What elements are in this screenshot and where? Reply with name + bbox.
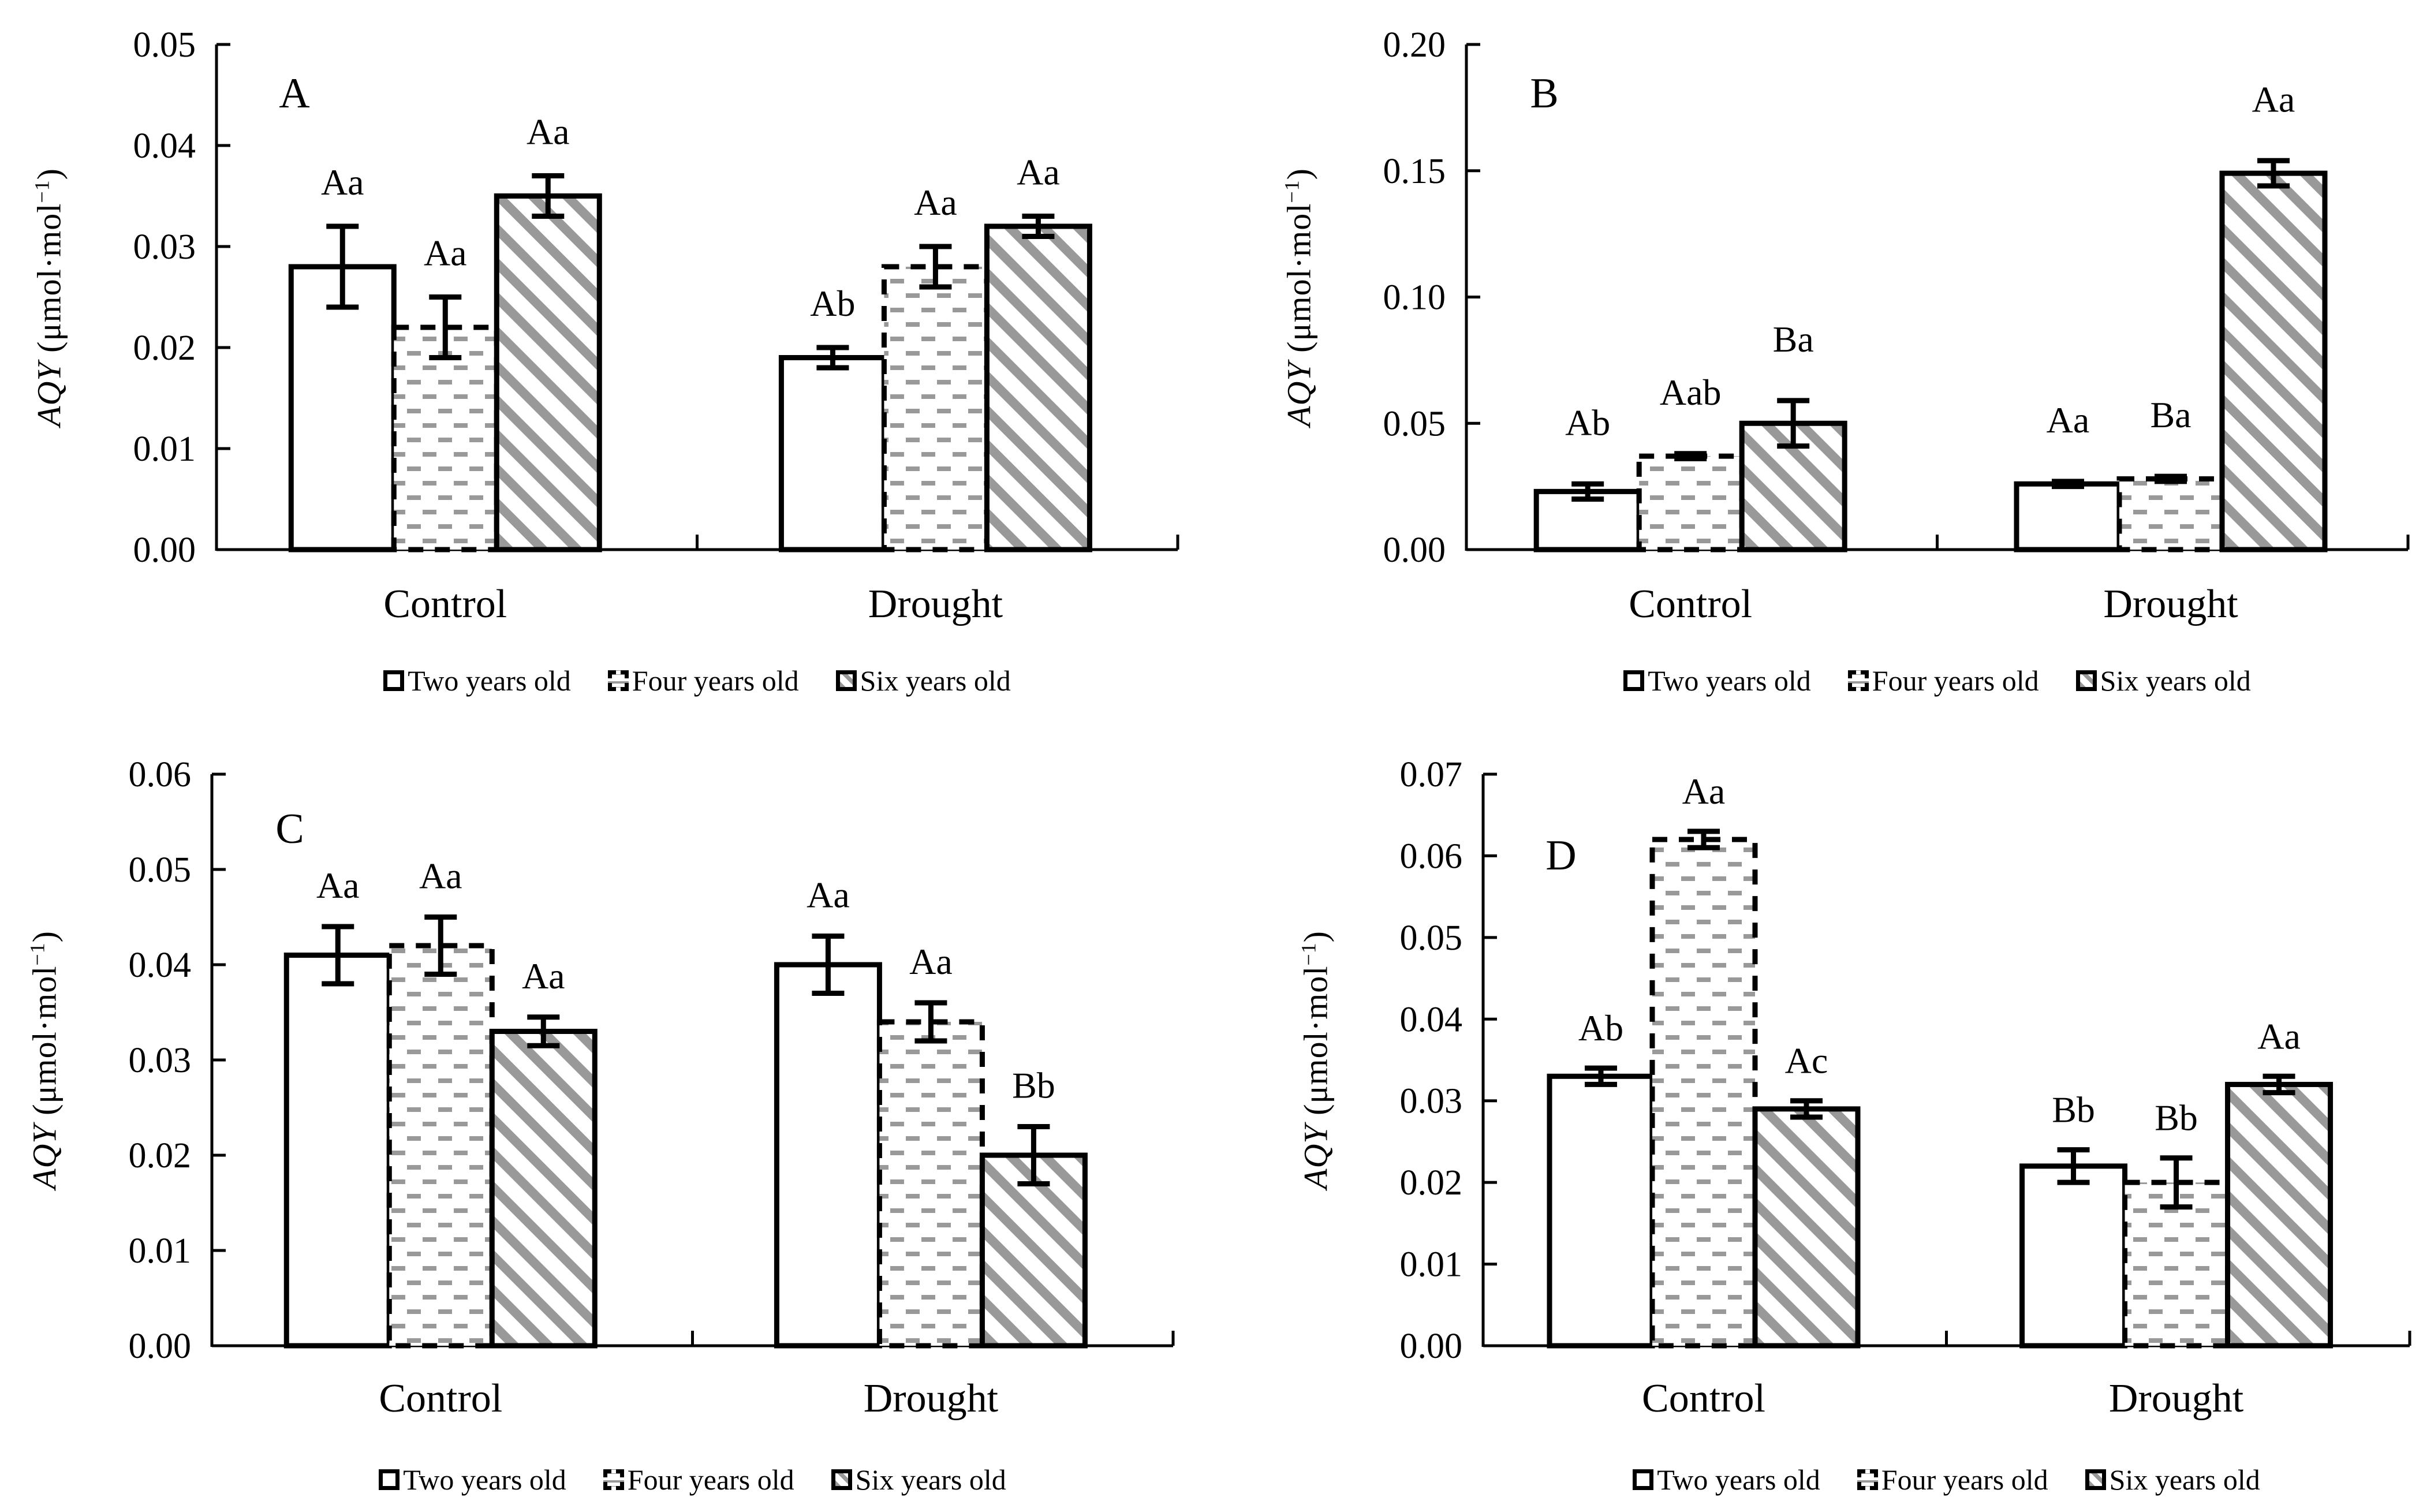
category-label-drought: Drought xyxy=(2103,582,2238,626)
legend-item xyxy=(603,1463,794,1496)
legend-item xyxy=(2085,1463,2260,1496)
bar-four-years-old-drought xyxy=(879,1022,982,1346)
dashed-square-icon xyxy=(1848,670,1869,691)
sig-label: Aa xyxy=(320,162,364,203)
hatched-square-icon xyxy=(2076,670,2097,691)
hatched-square-icon xyxy=(2085,1469,2106,1490)
bar-two-years-old-drought xyxy=(776,965,879,1346)
y-tick-label: 0.00 xyxy=(1399,1327,1462,1366)
category-label-drought: Drought xyxy=(863,1376,999,1421)
legend-label: Six years old xyxy=(2100,664,2251,697)
y-axis-unit: (μmol·mol xyxy=(25,965,64,1125)
chart-panel-d xyxy=(1212,756,2423,1512)
panel-B xyxy=(1212,0,2423,756)
legend-label: Four years old xyxy=(632,664,799,697)
bar-four-years-old-control xyxy=(1652,839,1755,1346)
dashed-square-icon xyxy=(608,670,629,691)
legend-label: Six years old xyxy=(860,664,1011,697)
y-axis-exponent: −1 xyxy=(1280,179,1304,203)
bar-six-years-old-control xyxy=(496,196,599,550)
bar-six-years-old-drought xyxy=(2222,173,2325,550)
y-tick-label: 0.01 xyxy=(1399,1245,1462,1285)
y-axis-unit-close: ) xyxy=(1297,931,1335,943)
panel-letter: C xyxy=(275,805,304,853)
bar-four-years-old-control xyxy=(394,327,496,550)
open-square-icon xyxy=(1633,1469,1653,1490)
sig-label: Aa xyxy=(316,865,360,906)
sig-label: Ab xyxy=(1578,1007,1624,1049)
legend-label: Four years old xyxy=(1872,664,2039,697)
sig-label: Aa xyxy=(909,941,953,982)
y-tick-label: 0.02 xyxy=(1399,1163,1462,1203)
y-tick-label: 0.05 xyxy=(128,850,191,890)
sig-label: Aa xyxy=(2046,399,2090,440)
legend-item xyxy=(383,664,571,697)
chart-panel-c xyxy=(0,756,1211,1512)
bar-six-years-old-control xyxy=(1755,1109,1858,1346)
sig-label: Ab xyxy=(810,283,856,324)
category-label-control: Control xyxy=(1629,582,1753,626)
y-tick-label: 0.00 xyxy=(1383,531,1446,570)
bar-four-years-old-control xyxy=(389,946,492,1346)
panel-C xyxy=(0,756,1211,1512)
y-tick-label: 0.02 xyxy=(133,328,196,368)
sig-label: Bb xyxy=(2052,1089,2095,1130)
y-axis-unit: (μmol·mol xyxy=(30,203,68,361)
legend xyxy=(216,664,1178,697)
legend-label: Six years old xyxy=(855,1464,1006,1496)
y-tick-label: 0.03 xyxy=(128,1041,191,1080)
y-tick-label: 0.03 xyxy=(1399,1081,1462,1121)
panel-letter: B xyxy=(1530,70,1559,117)
bar-six-years-old-drought xyxy=(2228,1084,2331,1346)
y-tick-label: 0.05 xyxy=(1399,918,1462,958)
sig-label: Aa xyxy=(2257,1016,2301,1057)
chart-panel-a xyxy=(0,0,1211,756)
y-axis-unit-close: ) xyxy=(25,931,64,943)
y-tick-label: 0.15 xyxy=(1383,151,1446,191)
y-tick-label: 0.01 xyxy=(128,1231,191,1271)
y-tick-label: 0.10 xyxy=(1383,278,1446,318)
y-tick-label: 0.04 xyxy=(133,126,196,166)
legend-label: Two years old xyxy=(403,1464,566,1496)
bar-two-years-old-control xyxy=(1550,1076,1652,1346)
legend xyxy=(1466,664,2408,697)
sig-label: Aa xyxy=(914,182,957,223)
legend-label: Six years old xyxy=(2109,1464,2260,1496)
open-square-icon xyxy=(383,670,404,691)
y-tick-label: 0.04 xyxy=(1399,1000,1462,1040)
y-axis-exponent: −1 xyxy=(30,179,54,203)
y-tick-label: 0.02 xyxy=(128,1136,191,1175)
sig-label: Ba xyxy=(2150,394,2191,436)
sig-label: Aa xyxy=(521,955,565,996)
y-axis-unit: (μmol·mol xyxy=(1280,203,1318,361)
y-axis-exponent: −1 xyxy=(25,942,49,966)
legend-item xyxy=(1623,664,1811,697)
legend-item xyxy=(1848,664,2039,697)
y-axis-exponent: −1 xyxy=(1297,942,1320,966)
y-tick-label: 0.00 xyxy=(133,531,196,570)
category-label-control: Control xyxy=(379,1376,503,1421)
y-axis-variable: AQY xyxy=(1297,1124,1335,1189)
legend-item xyxy=(1857,1463,2048,1496)
category-label-control: Control xyxy=(1642,1376,1765,1421)
hatched-square-icon xyxy=(836,670,857,691)
dashed-square-icon xyxy=(603,1469,624,1490)
sig-label: Ac xyxy=(1784,1040,1828,1081)
legend-item xyxy=(379,1463,566,1496)
bar-two-years-old-drought xyxy=(781,358,884,550)
panel-letter: A xyxy=(279,70,310,117)
sig-label: Aa xyxy=(526,111,570,152)
legend xyxy=(212,1466,1173,1494)
legend-item xyxy=(2076,664,2251,697)
bar-two-years-old-control xyxy=(286,955,389,1346)
sig-label: Ba xyxy=(1772,318,1814,360)
y-axis-unit-close: ) xyxy=(30,167,68,180)
category-label-control: Control xyxy=(383,582,507,626)
sig-label: Aa xyxy=(807,874,850,916)
y-tick-label: 0.07 xyxy=(1399,756,1462,794)
legend-label: Four years old xyxy=(1881,1464,2048,1496)
hatched-square-icon xyxy=(831,1469,852,1490)
legend-item xyxy=(836,664,1011,697)
y-tick-label: 0.01 xyxy=(133,430,196,469)
legend-item xyxy=(831,1463,1006,1496)
panel-A xyxy=(0,0,1211,756)
y-tick-label: 0.20 xyxy=(1383,25,1446,65)
bar-four-years-old-drought xyxy=(2119,479,2222,550)
bar-four-years-old-control xyxy=(1639,456,1742,550)
y-axis-unit-close: ) xyxy=(1280,167,1318,180)
y-axis-variable: AQY xyxy=(1280,361,1318,427)
legend-item xyxy=(608,664,799,697)
open-square-icon xyxy=(1623,670,1644,691)
y-tick-label: 0.06 xyxy=(128,756,191,794)
bar-six-years-old-control xyxy=(492,1032,595,1346)
category-label-drought: Drought xyxy=(2108,1376,2244,1421)
y-tick-label: 0.05 xyxy=(133,25,196,65)
y-axis-unit: (μmol·mol xyxy=(1297,965,1335,1125)
bar-four-years-old-drought xyxy=(884,267,987,550)
y-tick-label: 0.05 xyxy=(1383,404,1446,444)
open-square-icon xyxy=(379,1469,400,1490)
bar-two-years-old-drought xyxy=(2022,1166,2125,1346)
bar-two-years-old-drought xyxy=(2017,484,2119,550)
sig-label: Aa xyxy=(419,855,462,897)
legend-label: Two years old xyxy=(1648,664,1811,697)
sig-label: Bb xyxy=(2155,1097,2198,1138)
y-axis-variable: AQY xyxy=(25,1124,64,1189)
y-tick-label: 0.06 xyxy=(1399,837,1462,876)
legend-label: Four years old xyxy=(627,1464,794,1496)
sig-label: Aa xyxy=(1682,771,1726,812)
category-label-drought: Drought xyxy=(868,582,1003,626)
panel-D xyxy=(1212,756,2423,1512)
sig-label: Ab xyxy=(1565,402,1611,443)
panel-letter: D xyxy=(1545,832,1577,879)
y-tick-label: 0.03 xyxy=(133,227,196,267)
legend-item xyxy=(1633,1463,1820,1496)
legend xyxy=(1483,1466,2410,1494)
y-tick-label: 0.00 xyxy=(128,1327,191,1366)
sig-label: Aab xyxy=(1659,371,1722,413)
legend-label: Two years old xyxy=(1657,1464,1820,1496)
bar-six-years-old-drought xyxy=(987,226,1089,550)
y-tick-label: 0.04 xyxy=(128,946,191,985)
legend-label: Two years old xyxy=(408,664,571,697)
y-axis-variable: AQY xyxy=(30,361,68,427)
sig-label: Aa xyxy=(1017,151,1060,193)
chart-panel-b xyxy=(1212,0,2423,756)
sig-label: Aa xyxy=(2252,79,2295,120)
sig-label: Aa xyxy=(423,232,467,274)
sig-label: Bb xyxy=(1012,1065,1055,1106)
dashed-square-icon xyxy=(1857,1469,1878,1490)
